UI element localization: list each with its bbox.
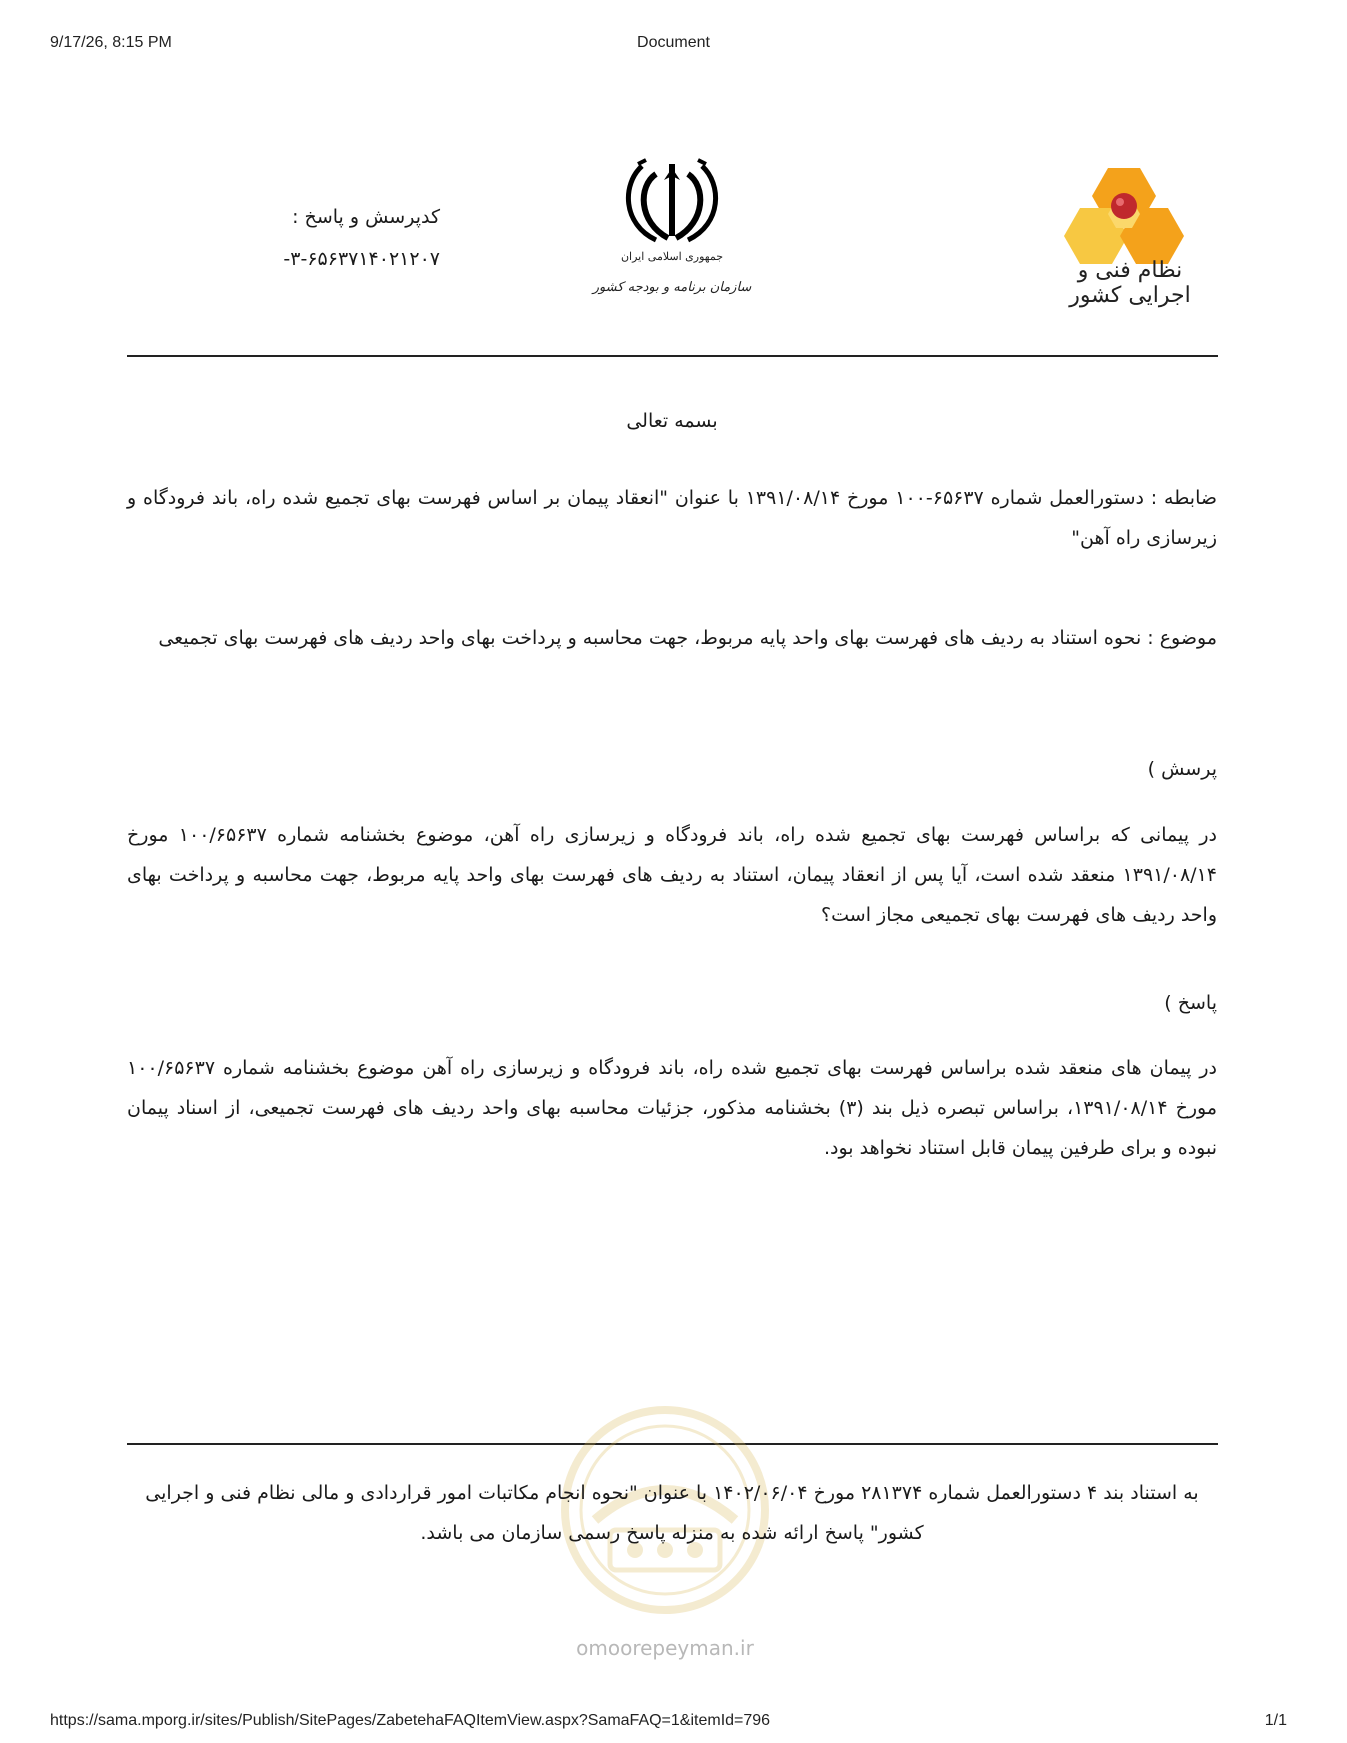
answer-paragraph: در پیمان های منعقد شده براساس فهرست بهای تجمیع شده راه، باند فرودگاه و زیرسازی راه آهن موضوع بخشنامه شماره ۱۰۰/۶۵۶۳۷ مورخ ۱۳۹۱/۰۸/۱۴، براساس تبصره ذیل بند (۳) بخشنامه مذکور، جزئیات محاسبه بهای واحد ردیف های فهرست تجمیعی، از اسناد پیمان نبوده و برای طرفین پیمان قابل استناد نخواهد بود.: [127, 1057, 1217, 1159]
header-divider: [127, 355, 1218, 357]
emblem-caption-1: جمهوری اسلامی ایران: [620, 250, 724, 263]
print-url: https://sama.mporg.ir/sites/Publish/SitePages/ZabetehaFAQItemView.aspx?SamaFAQ=1&itemId=796: [50, 1712, 771, 1729]
print-page-number: 1/1: [1264, 1712, 1287, 1729]
print-datetime: 9/17/26, 8:15 PM: [50, 34, 172, 51]
print-title: Document: [637, 34, 710, 51]
watermark-site: omoorepeyman.ir: [576, 1636, 754, 1660]
bismillah: بسمه تعالی: [626, 410, 718, 432]
iran-emblem-icon: [612, 158, 732, 248]
subject-paragraph: موضوع : نحوه استناد به ردیف های فهرست بهای واحد پایه مربوط، جهت محاسبه و پرداخت بهای واحد ردیف های فهرست بهای تجمیعی: [158, 627, 1217, 649]
footnote-paragraph: به استناد بند ۴ دستورالعمل شماره ۲۸۱۳۷۴ مورخ ۱۴۰۲/۰۶/۰۴ با عنوان "نحوه انجام مکاتبات امور قراردادی و مالی نظام فنی و اجرایی کشور" پاسخ ارائه شده به منزله پاسخ رسمی سازمان می باشد.: [145, 1482, 1199, 1544]
faq-code-value: -۳-۶۵۶۳۷۱۴۰۲۱۲۰۷: [283, 248, 440, 270]
question-paragraph: در پیمانی که براساس فهرست بهای تجمیع شده راه، باند فرودگاه و زیرسازی راه آهن، موضوع بخشنامه شماره ۱۰۰/۶۵۶۳۷ مورخ ۱۳۹۱/۰۸/۱۴ منعقد شده است، آیا پس از انعقاد پیمان، استناد به ردیف های فهرست بهای واحد پایه مربوط، جهت محاسبه و پرداخت بهای واحد ردیف های فهرست بهای تجمیعی مجاز است؟: [127, 824, 1217, 926]
answer-heading: پاسخ ): [1164, 992, 1217, 1014]
criterion-paragraph: ضابطه : دستورالعمل شماره ۶۵۶۳۷-۱۰۰ مورخ ۱۳۹۱/۰۸/۱۴ با عنوان "انعقاد پیمان بر اساس فهرست بهای تجمیع شده راه، باند فرودگاه و زیرسازی راه آهن": [127, 487, 1217, 549]
emblem-caption-2: سازمان برنامه و بودجه کشور: [592, 280, 752, 295]
question-heading: پرسش ): [1147, 758, 1217, 780]
faq-code-label: کدپرسش و پاسخ :: [292, 206, 440, 228]
nezam-fanni-logo-text: نظام فنی و اجرایی کشور: [1069, 258, 1191, 308]
